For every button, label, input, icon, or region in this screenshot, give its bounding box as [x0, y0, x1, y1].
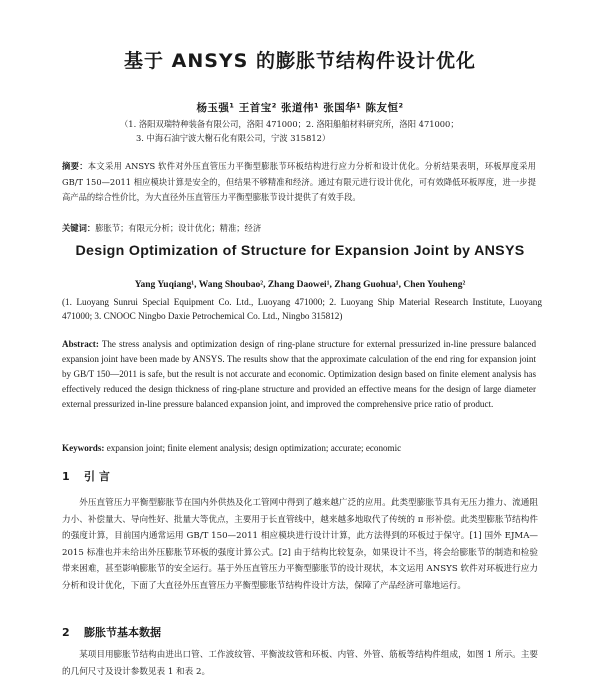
section-number: 1	[62, 470, 70, 483]
authors-en: Yang Yuqiang¹, Wang Shoubao², Zhang Daowei¹, Zhang Guohua¹, Chen Youheng²	[134, 280, 466, 290]
abstract-cn-label: 摘要：	[62, 161, 88, 171]
section-heading-1	[62, 468, 110, 484]
keywords-en-text: expansion joint; finite element analysis; design optimization; accurate; economic	[106, 443, 402, 453]
affiliation-cn-line: （1. 洛阳双瑞特种装备有限公司，洛阳 471000；2. 洛阳船舶材料研究所，洛阳 471000；	[120, 119, 459, 129]
section-2-body	[62, 647, 538, 680]
title-en: Design Optimization of Structure for Expansion Joint by ANSYS	[75, 243, 525, 259]
section-title: 膨胀节基本数据	[84, 626, 161, 639]
affiliations-cn	[120, 117, 520, 145]
authors-cn: 杨玉强¹ 王首宝² 张道伟¹ 张国华¹ 陈友恒²	[196, 102, 404, 114]
keywords-cn	[62, 222, 536, 234]
title-cn: 基于 ANSYS 的膨胀节结构件设计优化	[124, 50, 476, 72]
section-1-body	[62, 495, 538, 594]
keywords-en-label: Keywords:	[62, 443, 105, 453]
abstract-en-label: Abstract:	[62, 339, 99, 349]
section-heading-2	[62, 624, 161, 640]
section-title: 引 言	[84, 470, 110, 483]
abstract-en	[62, 337, 536, 412]
affiliations-en: (1. Luoyang Sunrui Special Equipment Co. Ltd., Luoyang 471000; 2. Luoyang Ship Material Research Institute, Luoyang 471000; 3. CNOOC Ningbo Daxie Petrochemical Co. Ltd., Ningbo 315812)	[62, 297, 542, 321]
keywords-cn-label: 关键词：	[62, 223, 96, 233]
section-number: 2	[62, 626, 70, 639]
affiliation-cn-line: 3. 中海石油宁波大榭石化有限公司，宁波 315812）	[136, 133, 331, 143]
abstract-cn	[62, 159, 536, 206]
paragraph: 外压直管压力平衡型膨胀节在国内外供热及化工管网中得到了越来越广泛的应用。此类型膨胀节具有无压力推力、流通阻力小、补偿量大、导向性好、批量大等优点，主要用于长直管线中，越来越多地取代了传统的 π 形补偿。此类型膨胀节结构件的强度计算，目前国内通常运用 GB/T 150—2011 相应模块进行设计计算，此方法得到的环板过于保守。[1] 国外 EJMA—2015 标准也并未给出外压膨胀节环板的强度计算公式。[2] 由于结构比较复杂，如果设计不当，将会给膨胀节的制造和检验带来困难，甚至影响膨胀节的安全运行。基于外压直管压力平衡型膨胀节的设计现状，本文运用 ANSYS 软件对环板进行应力分析和设计优化，下面了大直径外压直管压力平衡型膨胀节结构件设计方法，保障了产品经济可靠地运行。	[62, 498, 538, 591]
abstract-cn-text: 本文采用 ANSYS 软件对外压直管压力平衡型膨胀节环板结构进行应力分析和设计优化。分析结果表明，环板厚度采用 GB/T 150—2011 相应模块计算是安全的，但结果不够精准和经济。通过有限元进行设计优化，可有效降低环板厚度，进一步提高产品的综合性价比，为大直径外压直管压力平衡型膨胀节设计提供了有效手段。	[62, 161, 536, 202]
abstract-en-text: The stress analysis and optimization design of ring-plane structure for external pressurized in-line pressure balanced expansion joint have been made by ANSYS. The results show that the approximate calculation of the end ring for expansion joint by GB/T 150—2011 is safe, but the result is not accurate and economic. Optimization design based on finite element analysis has effectively reduced the design thickness of ring-plane structure and provided an effective means for the design of large diameter external pressurized in-line pressure balanced expansion joint, and improved the comprehensive price ratio of product.	[62, 339, 537, 409]
keywords-cn-text: 膨胀节；有限元分析；设计优化；精准；经济	[95, 223, 262, 233]
keywords-en	[62, 443, 536, 453]
paragraph: 某项目用膨胀节结构由进出口管、工作波纹管、平衡波纹管和环板、内管、外管、筋板等结构件组成，如图 1 所示。主要的几何尺寸及设计参数见表 1 和表 2。	[62, 650, 538, 677]
